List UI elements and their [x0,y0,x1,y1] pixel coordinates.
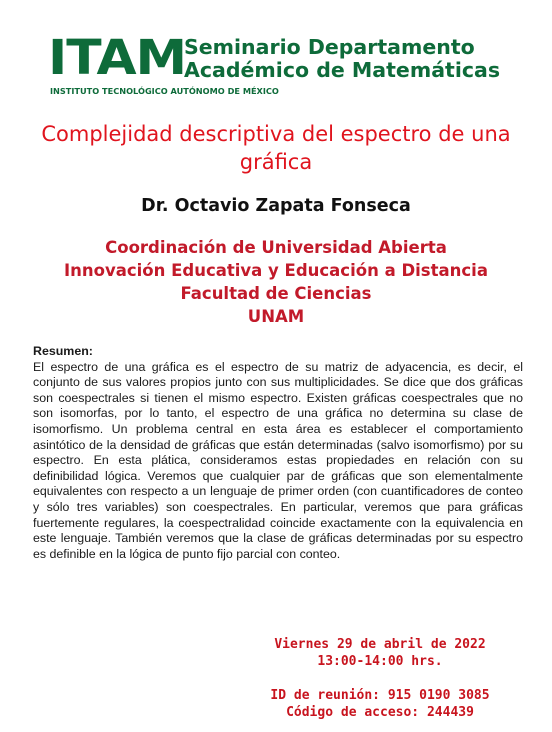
speaker-name: Dr. Octavio Zapata Fonseca [141,196,411,216]
spacer [230,670,530,687]
seminar-line-1: Seminario Departamento [184,35,475,59]
affiliation-line-2: Innovación Educativa y Educación a Distancia [64,261,488,280]
meeting-id: ID de reunión: 915 0190 3085 [270,688,490,703]
affiliation-line-3: Facultad de Ciencias [180,284,372,303]
header [48,30,508,100]
affiliation-line-4: UNAM [247,307,305,326]
talk-title: Complejidad descriptiva del espectro de una gráfica [41,122,511,174]
abstract-body: El espectro de una gráfica es el espectro de su matriz de adyacencia, es decir, el conjunto de sus valores propios junto con sus multiplicidades. Se dice que dos gráficas son coespectrales si tienen el mismo espectro. Existen gráficas coespectrales que no son isomorfas, por lo tanto, el espectro de una gráfica no determina su clase de isomorfismo. Un problema central en esta área es establecer el comportamiento asintótico de la densidad de gráficas que están determinadas (salvo isomorfismo) por su espectro. En esta plática, consideramos estas propiedades en relación con su definibilidad lógica. Veremos que cualquier par de gráficas que son elementalmente equivalentes con respecto a un lenguaje de primer orden (con cuantificadores de conteo y sólo tres variables) son coespectrales. En particular, veremos que para gráficas fuertemente regulares, la coespectralidad coincide exactamente con la equivalencia en este lenguaje. También veremos que la clase de gráficas determinadas por su espectro es definible en la lógica de punto fijo parcial con conteo. [33,359,523,561]
itam-logo: ITAM [48,30,187,86]
access-code: Código de acceso: 244439 [286,705,474,720]
event-time: 13:00-14:00 hrs. [317,654,443,669]
abstract [33,344,523,562]
event-details [230,636,530,721]
abstract-heading: Resumen: [33,344,93,358]
seminar-name [184,36,500,82]
seminar-line-2: Académico de Matemáticas [184,58,501,82]
affiliation-line-1: Coordinación de Universidad Abierta [105,238,447,257]
speaker-affiliation [0,236,552,328]
event-date: Viernes 29 de abril de 2022 [274,637,486,652]
institute-name: INSTITUTO TECNOLÓGICO AUTÓNOMO DE MÉXICO [50,86,279,96]
